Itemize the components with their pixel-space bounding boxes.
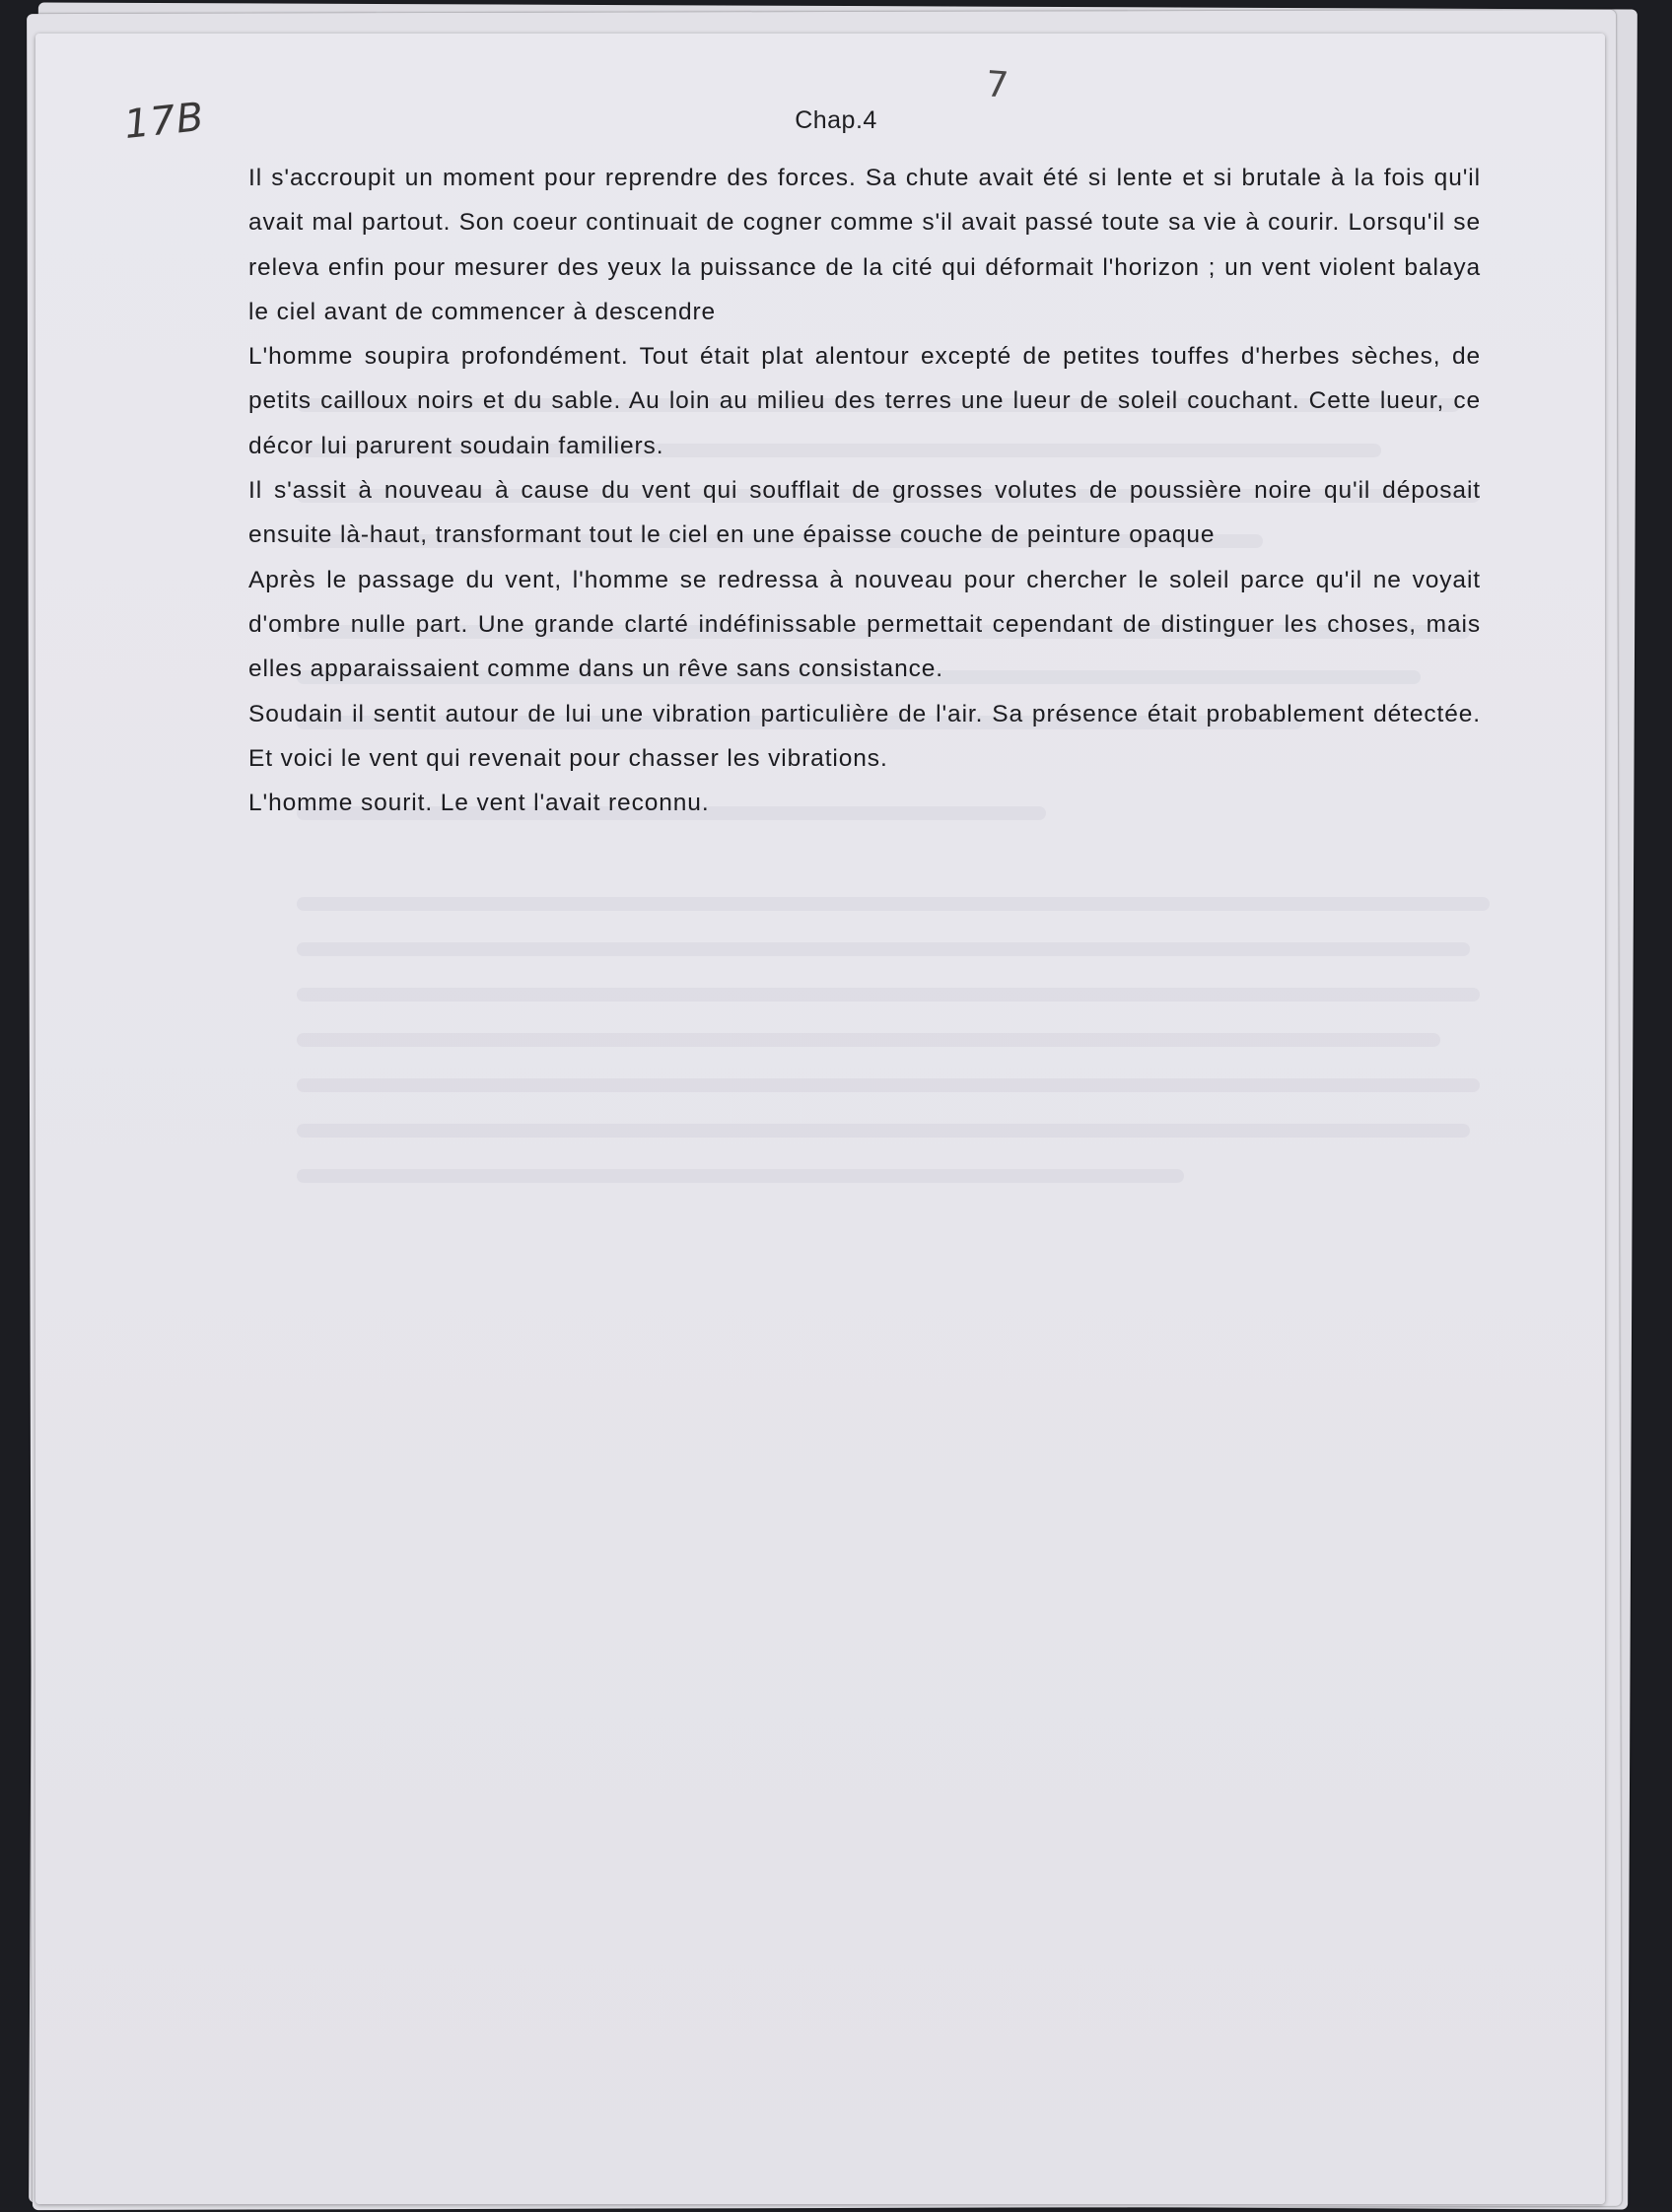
paragraph: L'homme sourit. Le vent l'avait reconnu. [248, 790, 710, 817]
paragraph: Soudain il sentit autour de lui une vibration particulière de l'air. Sa présence était probablement détectée. Et voici le vent qui revenait pour chasser les vibrations. [248, 700, 1481, 772]
paragraph: Il s'accroupit un moment pour reprendre des forces. Sa chute avait été si lente et si brutale à la fois qu'il avait mal partout. Son coeur continuait de cogner comme s'il avait passé toute sa vie à courir. Lorsqu'il se releva enfin pour mesurer des yeux la puissance de la cité qui déformait l'horizon ; un vent violent balaya le ciel avant de commencer à descendre [248, 165, 1481, 325]
body-text [248, 156, 1481, 825]
paragraph: Après le passage du vent, l'homme se redressa à nouveau pour chercher le soleil parce qu'il ne voyait d'ombre nulle part. Une grande clarté indéfinissable permettait cependant de distinguer les choses, mais elles apparaissaient comme dans un rêve sans consistance. [248, 566, 1481, 683]
paragraph: L'homme soupira profondément. Tout était plat alentour excepté de petites touffes d'herbes sèches, de petits cailloux noirs et du sable. Au loin au milieu des terres une lueur de soleil couchant. Cette lueur, ce décor lui parurent soudain familiers. [248, 343, 1481, 459]
handwritten-page-number: 7 [984, 64, 1010, 106]
paragraph: Il s'assit à nouveau à cause du vent qui soufflait de grosses volutes de poussière noire qu'il déposait ensuite là-haut, transformant tout le ciel en une épaisse couche de peinture opaque [248, 477, 1481, 549]
handwritten-folio-mark: 17B [121, 94, 207, 149]
chapter-title: Chap.4 [795, 106, 877, 134]
